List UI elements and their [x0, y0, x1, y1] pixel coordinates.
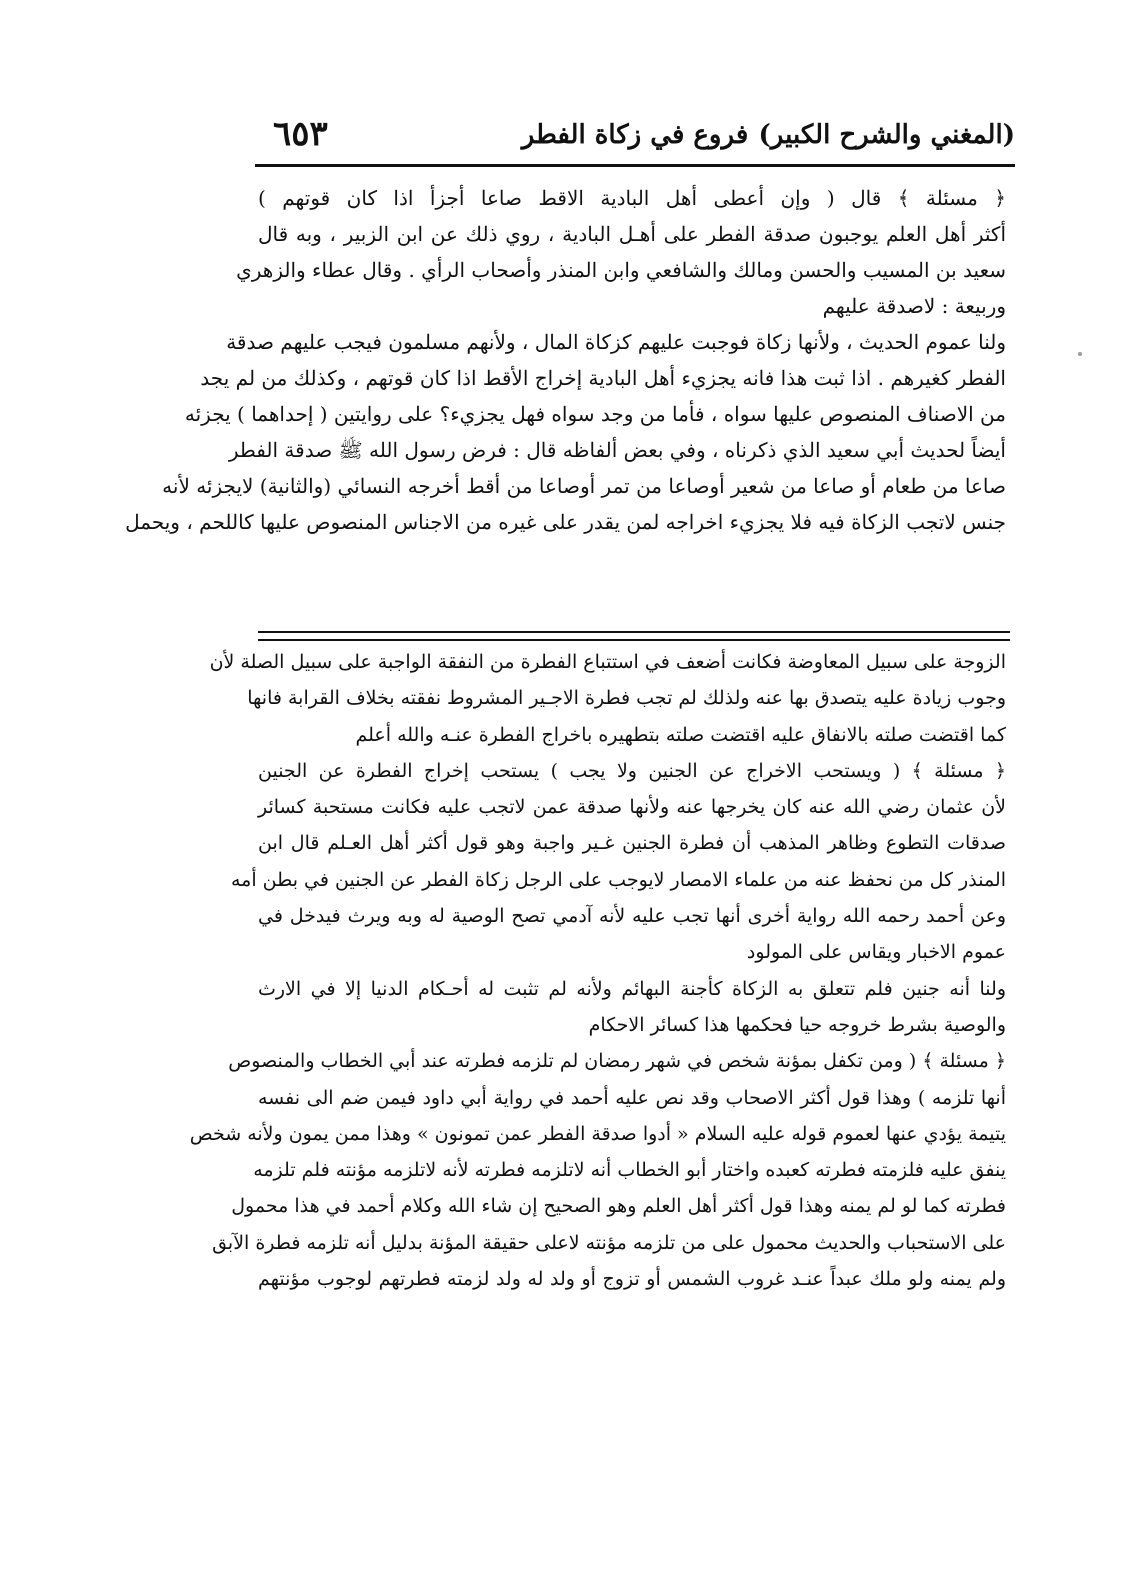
text-line: ولنا أنه جنين فلم تتعلق به الزكاة كأجنة البهائم ولأنه لم تثبت له أحـكام الدنيا إلا في الارث: [258, 977, 1006, 1000]
page-header: [255, 114, 1015, 164]
text-line: والوصية بشرط خروجه حيا فحكمها هذا كسائر الاحكام: [588, 1013, 1006, 1036]
upper-text-block: [125, 180, 1006, 540]
lower-text-block: [189, 644, 1006, 1297]
margin-speck: [1078, 352, 1082, 356]
text-line: أنها تلزمه ) وهذا قول أكثر الاصحاب وقد نص عليه أحمد في رواية أبي داود فيمن ضم الى نفسه: [258, 1086, 1006, 1109]
page-number: ٦٥٣: [273, 114, 328, 154]
text-line: وربيعة : لاصدقة عليهم: [822, 294, 1006, 318]
text-line: أيضاً لحديث أبي سعيد الذي ذكرناه ، وفي بعض ألفاظه قال : فرض رسول الله ﷺ صدقة الفطر: [228, 438, 1006, 462]
section-title: فروع في زكاة الفطر: [521, 120, 749, 150]
text-line: ﴿ مسئلة ﴾ ( ويستحب الاخراج عن الجنين ولا يجب ) يستحب إخراج الفطرة عن الجنين: [258, 759, 1006, 782]
text-line: من الاصناف المنصوص عليها سواه ، فأما من وجد سواه فهل يجزيء؟ على روايتين ( إحداهما ) يجزئه: [184, 402, 1006, 426]
section-divider-top: [258, 631, 1010, 633]
text-line: عموم الاخبار ويقاس على المولود: [746, 941, 1006, 964]
text-line: جنس لاتجب الزكاة فيه فلا يجزيء اخراجه لمن يقدر على غيره من الاجناس المنصوص عليها كاللحم ، ويحمل: [125, 510, 1006, 534]
text-line: صدقات التطوع وظاهر المذهب أن فطرة الجنين غـير واجبة وهو قول أكثر أهل العـلم قال ابن: [258, 832, 1006, 855]
text-line: ولم يمنه ولو ملك عبداً عنـد غروب الشمس أو تزوج أو ولد له ولد لزمته فطرتهم لوجوب مؤنتهم: [258, 1268, 1006, 1291]
text-line: ينفق عليه فلزمته فطرته كعبده واختار أبو الخطاب أنه لاتلزمه فطرته لأنه لاتلزمه مؤنته فلم تلزمه: [253, 1159, 1006, 1182]
text-line: أكثر أهل العلم يوجبون صدقة الفطر على أهـل البادية ، روي ذلك عن ابن الزبير ، وبه قال: [258, 222, 1006, 246]
book-title: (المغني والشرح الكبير): [758, 120, 1015, 150]
text-line: يتيمة يؤدي عنها لعموم قوله عليه السلام « أدوا صدقة الفطر عمن تمونون » وهذا ممن يمون ولأنه شخص: [189, 1122, 1006, 1145]
text-line: ﴿ مسئلة ﴾ قال ( وإن أعطى أهل البادية الاقط صاعا أجزأ اذا كان قوتهم ): [258, 186, 1006, 210]
text-line: صاعا من طعام أو صاعا من شعير أوصاعا من تمر أوصاعا من أقط أخرجه النسائي (والثانية) لايجزئه لأنه: [162, 474, 1006, 498]
text-line: على الاستحباب والحديث محمول على من تلزمه مؤنته لاعلى حقيقة المؤنة بدليل أنه تلزمه فطرة الآبق: [212, 1231, 1006, 1254]
text-line: لأن عثمان رضي الله عنه كان يخرجها عنه ولأنها صدقة عمن لاتجب عليه فكانت مستحبة كسائر: [258, 796, 1006, 819]
header-rule: [255, 164, 1015, 167]
text-line: وجوب زيادة عليه يتصدق بها عنه ولذلك لم تجب فطرة الاجـير المشروط نفقته بخلاف القرابة فانها: [247, 687, 1006, 710]
text-line: ولنا عموم الحديث ، ولأنها زكاة فوجبت عليهم كزكاة المال ، ولأنهم مسلمون فيجب عليهم صدقة: [226, 330, 1006, 354]
text-line: المنذر كل من نحفظ عنه من علماء الامصار لايوجب على الرجل زكاة الفطر عن الجنين في بطن أمه: [230, 868, 1006, 891]
text-line: كما اقتضت صلته بالانفاق عليه اقتضت صلته بتطهيره باخراج الفطرة عنـه والله أعلم: [355, 723, 1006, 746]
text-line: وعن أحمد رحمه الله رواية أخرى أنها تجب عليه لأنه آدمي تصح الوصية له وبه ويرث فيدخل في: [258, 905, 1006, 928]
text-line: الفطر كغيرهم . اذا ثبت هذا فانه يجزيء أهل البادية إخراج الأقط اذا كان قوتهم ، وكذلك من لم يجد: [200, 366, 1006, 390]
text-line: ﴿ مسئلة ﴾ ( ومن تكفل بمؤنة شخص في شهر رمضان لم تلزمه فطرته عند أبي الخطاب والمنصوص: [228, 1050, 1006, 1073]
text-line: الزوجة على سبيل المعاوضة فكانت أضعف في استتباع الفطرة من النفقة الواجبة على سبيل الصلة لأن: [209, 651, 1006, 673]
text-line: فطرته كما لو لم يمنه وهذا قول أكثر أهل العلم وهو الصحيح إن شاء الله وكلام أحمد في هذا محمول: [231, 1195, 1006, 1218]
section-divider-bottom: [258, 639, 1010, 641]
text-line: سعيد بن المسيب والحسن ومالك والشافعي وابن المنذر وأصحاب الرأي . وقال عطاء والزهري: [236, 258, 1006, 282]
